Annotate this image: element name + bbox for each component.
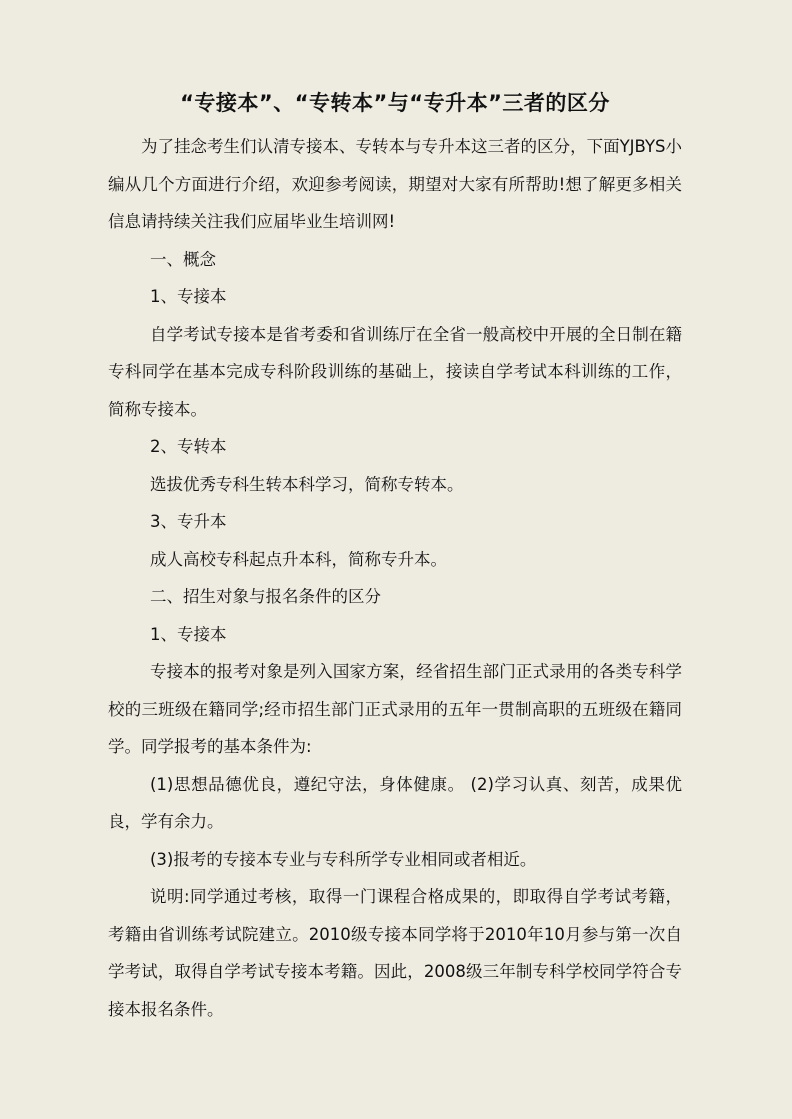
paragraph-zhuanzhuanben-definition: 选拔优秀专科生转本科学习，简称专转本。 <box>150 474 464 494</box>
subheading-zhuanzhuanben: 2、专转本 <box>150 437 227 456</box>
paragraph-explanation: 说明:同学通过考核，取得一门课程合格成果的，即取得自学考试考籍，考籍由省训练考试院建立。2010级专接本同学将于2010年10月参与第一次自学考试，取得自学考试专接本考籍。因此，2008级三年制专科学校同学符合专接本报名条件。 <box>108 887 682 1019</box>
paragraph-zhuanshengben-definition: 成人高校专科起点升本科，简称专升本。 <box>150 549 447 569</box>
paragraph-enrollment-targets: 专接本的报考对象是列入国家方案，经省招生部门正式录用的各类专科学校的三班级在籍同学;经市招生部门正式录用的五年一贯制高职的五班级在籍同学。同学报考的基本条件为: <box>108 662 682 756</box>
paragraph-condition-3: (3)报考的专接本专业与专科所学专业相同或者相近。 <box>150 849 537 869</box>
intro-paragraph: 为了挂念考生们认清专接本、专转本与专升本这三者的区分，下面YJBYS小编从几个方面进行介绍，欢迎参考阅读，期望对大家有所帮助!想了解更多相关信息请持续关注我们应届毕业生培训网! <box>108 137 682 231</box>
section-heading-enrollment: 二、招生对象与报名条件的区分 <box>150 587 381 606</box>
section-heading-concept: 一、概念 <box>150 249 216 269</box>
document-title: “专接本”、“专转本”与“专升本”三者的区分 <box>180 91 610 115</box>
subheading-zhuanshengben: 3、专升本 <box>150 512 227 531</box>
paragraph-zhuanjieben-definition: 自学考试专接本是省考委和省训练厅在全省一般高校中开展的全日制在籍专科同学在基本完成专科阶段训练的基础上，接读自学考试本科训练的工作，简称专接本。 <box>108 324 682 419</box>
paragraph-conditions-1-2: (1)思想品德优良，遵纪守法，身体健康。 (2)学习认真、刻苦，成果优良，学有余力。 <box>108 774 682 831</box>
subheading-zhuanjieben-2: 1、专接本 <box>150 624 227 644</box>
subheading-zhuanjieben: 1、专接本 <box>150 287 227 306</box>
